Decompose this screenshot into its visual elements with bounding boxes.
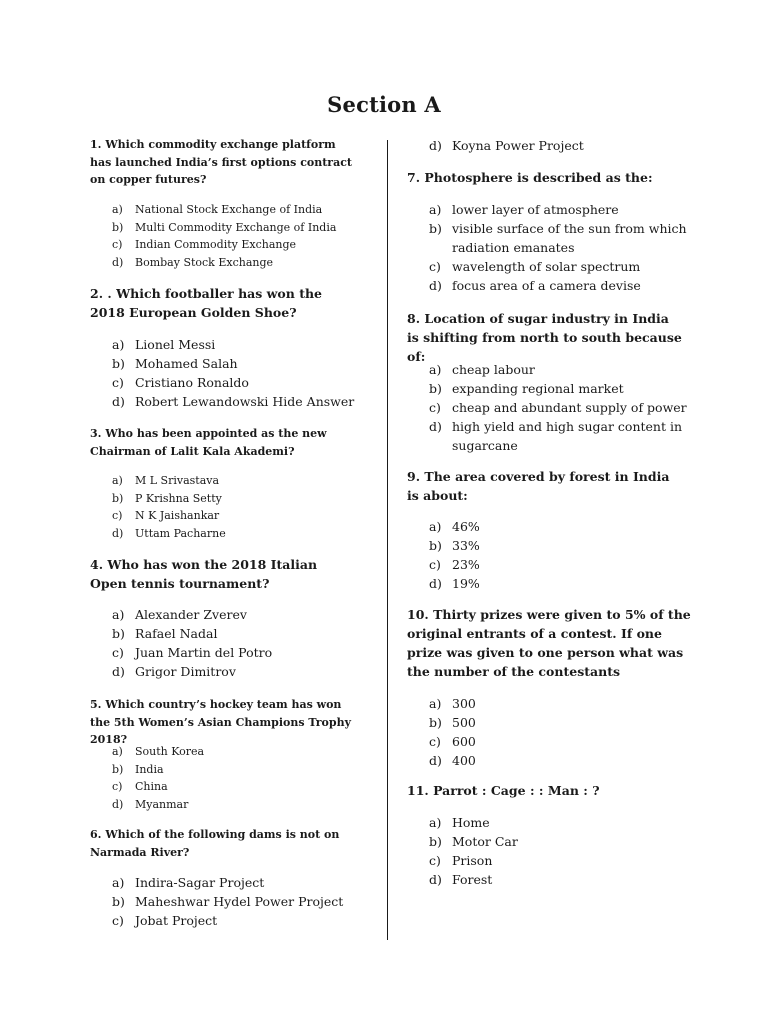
option-text: P Krishna Setty: [135, 491, 222, 505]
option[interactable]: [429, 555, 699, 574]
option[interactable]: [112, 796, 372, 814]
options-11: [429, 813, 699, 889]
option-text: N K Jaishankar: [135, 509, 220, 522]
option[interactable]: [429, 398, 699, 417]
option[interactable]: [112, 643, 382, 662]
option[interactable]: [112, 219, 372, 237]
option-letter: a): [112, 607, 125, 622]
option-letter: d): [429, 576, 442, 591]
option-letter: d): [112, 394, 125, 409]
question-9: 9. The area covered by forest in India is about:: [407, 469, 670, 503]
option[interactable]: [429, 851, 699, 870]
options-2: [112, 335, 382, 411]
option[interactable]: [112, 761, 372, 779]
option-text: Mohamed Salah: [135, 356, 238, 371]
option-letter: b): [112, 491, 124, 505]
question-7: 7. Photosphere is described as the:: [407, 170, 653, 185]
option[interactable]: [112, 605, 382, 624]
option-letter: c): [112, 780, 123, 793]
option-text: high yield and high sugar content in sugarcane: [452, 419, 683, 453]
option[interactable]: [429, 136, 699, 155]
option[interactable]: [112, 873, 382, 892]
option-text: Home: [452, 815, 490, 830]
option-text: Grigor Dimitrov: [135, 664, 236, 679]
options-6-continued: [429, 136, 699, 155]
question-6: 6. Which of the following dams is not on Narmada River?: [90, 828, 340, 859]
option[interactable]: [112, 335, 382, 354]
option[interactable]: [429, 379, 699, 398]
option-text: Maheshwar Hydel Power Project: [135, 894, 344, 909]
option-text: Bombay Stock Exchange: [135, 255, 274, 269]
option-text: Multi Commodity Exchange of India: [135, 220, 337, 234]
option[interactable]: [112, 254, 372, 272]
option[interactable]: [429, 257, 699, 276]
option[interactable]: [429, 360, 699, 379]
option-letter: b): [112, 356, 125, 371]
option-text: 46%: [452, 519, 480, 534]
option[interactable]: [112, 911, 382, 930]
option-letter: b): [429, 834, 442, 849]
options-4: [112, 605, 382, 681]
question-3: 3. Who has been appointed as the new Chairman of Lalit Kala Akademi?: [90, 427, 327, 458]
options-5: [112, 743, 372, 813]
option-letter: c): [112, 238, 123, 251]
option-letter: c): [429, 734, 441, 749]
option-letter: c): [429, 400, 441, 415]
option-letter: d): [112, 255, 124, 269]
option[interactable]: [429, 713, 699, 732]
option-letter: c): [429, 557, 441, 572]
option-text: Juan Martin del Potro: [135, 645, 273, 660]
option[interactable]: [429, 813, 699, 832]
option[interactable]: [112, 490, 372, 508]
option[interactable]: [112, 354, 382, 373]
option-text: Indian Commodity Exchange: [135, 238, 297, 251]
option[interactable]: [429, 574, 699, 593]
options-3: [112, 472, 372, 542]
question-5: 5. Which country’s hockey team has won the 5th Women’s Asian Champions Trophy 2018?: [90, 698, 351, 746]
option-letter: c): [429, 259, 441, 274]
option-letter: c): [112, 913, 124, 928]
option[interactable]: [429, 517, 699, 536]
question-10: 10. Thirty prizes were given to 5% of the original entrants of a contest. If one prize was given to one person what was the number of the contestants: [407, 607, 691, 679]
option[interactable]: [112, 892, 382, 911]
option-text: cheap labour: [452, 362, 535, 377]
option-text: South Korea: [135, 745, 205, 758]
option-text: 33%: [452, 538, 480, 553]
option-text: focus area of a camera devise: [452, 278, 641, 293]
options-6: [112, 873, 382, 930]
option-letter: c): [112, 509, 123, 522]
option[interactable]: [429, 200, 699, 219]
option-text: India: [135, 762, 164, 776]
option[interactable]: [112, 392, 382, 411]
options-7: [429, 200, 699, 295]
option-letter: d): [112, 797, 124, 811]
option-letter: a): [429, 815, 442, 830]
option-letter: a): [112, 203, 123, 216]
option-letter: b): [429, 381, 442, 396]
option-letter: b): [112, 626, 125, 641]
option-text: National Stock Exchange of India: [135, 203, 323, 216]
column-divider: [387, 140, 388, 940]
options-8: [429, 360, 699, 455]
options-9: [429, 517, 699, 593]
option-letter: a): [429, 202, 442, 217]
question-1: 1. Which commodity exchange platform has launched India’s first options contract on copper futures?: [90, 138, 353, 186]
option-text: 600: [452, 734, 476, 749]
question-2: 2. . Which footballer has won the 2018 European Golden Shoe?: [90, 286, 323, 320]
option-letter: a): [112, 745, 123, 758]
option-letter: a): [429, 696, 442, 711]
option-letter: d): [112, 664, 125, 679]
option-letter: c): [112, 375, 124, 390]
option-text: Forest: [452, 872, 493, 887]
option-text: 300: [452, 696, 476, 711]
option[interactable]: [429, 870, 699, 889]
options-1: [112, 201, 372, 271]
option-text: Rafael Nadal: [135, 626, 218, 641]
option[interactable]: [112, 236, 372, 254]
option-letter: d): [429, 753, 442, 768]
option-letter: c): [112, 645, 124, 660]
option-letter: d): [429, 138, 442, 153]
option[interactable]: [429, 417, 699, 455]
option[interactable]: [429, 694, 699, 713]
option[interactable]: [429, 219, 699, 257]
option-letter: c): [429, 853, 441, 868]
option-text: 23%: [452, 557, 480, 572]
option[interactable]: [429, 732, 699, 751]
option-letter: b): [429, 221, 442, 236]
option-letter: d): [112, 526, 124, 540]
option-letter: a): [112, 337, 125, 352]
option-text: Indira-Sagar Project: [135, 875, 265, 890]
option-text: Uttam Pacharne: [135, 526, 226, 540]
option-text: 19%: [452, 576, 480, 591]
option-text: Prison: [452, 853, 493, 868]
option-text: Koyna Power Project: [452, 138, 584, 153]
option-text: M L Srivastava: [135, 474, 220, 487]
question-8: 8. Location of sugar industry in India is shifting from north to south because of:: [407, 311, 682, 364]
option-letter: b): [112, 894, 125, 909]
question-4: 4. Who has won the 2018 Italian Open tennis tournament?: [90, 557, 318, 591]
option[interactable]: [112, 472, 372, 490]
option[interactable]: [112, 507, 372, 525]
option-letter: b): [429, 538, 442, 553]
option-text: expanding regional market: [452, 381, 624, 396]
option[interactable]: [112, 778, 372, 796]
option[interactable]: [112, 662, 382, 681]
option-letter: b): [112, 762, 124, 776]
option-text: Robert Lewandowski Hide Answer: [135, 394, 355, 409]
option[interactable]: [112, 201, 372, 219]
option-letter: d): [429, 872, 442, 887]
option[interactable]: [429, 751, 699, 770]
option[interactable]: [429, 276, 699, 295]
option-text: Cristiano Ronaldo: [135, 375, 249, 390]
option[interactable]: [429, 536, 699, 555]
option[interactable]: [429, 832, 699, 851]
option-letter: d): [429, 278, 442, 293]
option[interactable]: [112, 373, 382, 392]
option-text: Alexander Zverev: [135, 607, 247, 622]
option-text: Lionel Messi: [135, 337, 216, 352]
option-text: 500: [452, 715, 476, 730]
option[interactable]: [112, 624, 382, 643]
option-text: lower layer of atmosphere: [452, 202, 619, 217]
option[interactable]: [112, 743, 372, 761]
option-text: 400: [452, 753, 476, 768]
option-text: wavelength of solar spectrum: [452, 259, 641, 274]
option-letter: b): [112, 220, 124, 234]
option-text: China: [135, 780, 168, 793]
option-letter: b): [429, 715, 442, 730]
options-10: [429, 694, 699, 770]
option-text: visible surface of the sun from which radiation emanates: [452, 221, 687, 255]
option-text: Jobat Project: [135, 913, 218, 928]
option-letter: d): [429, 419, 442, 434]
option-letter: a): [429, 519, 442, 534]
option-text: Motor Car: [452, 834, 518, 849]
question-11: 11. Parrot : Cage : : Man : ?: [407, 783, 600, 798]
page-title: Section A: [327, 92, 441, 117]
option-letter: a): [112, 875, 125, 890]
option-text: Myanmar: [135, 797, 189, 811]
option-letter: a): [112, 474, 123, 487]
option-text: cheap and abundant supply of power: [452, 400, 687, 415]
option-letter: a): [429, 362, 442, 377]
option[interactable]: [112, 525, 372, 543]
